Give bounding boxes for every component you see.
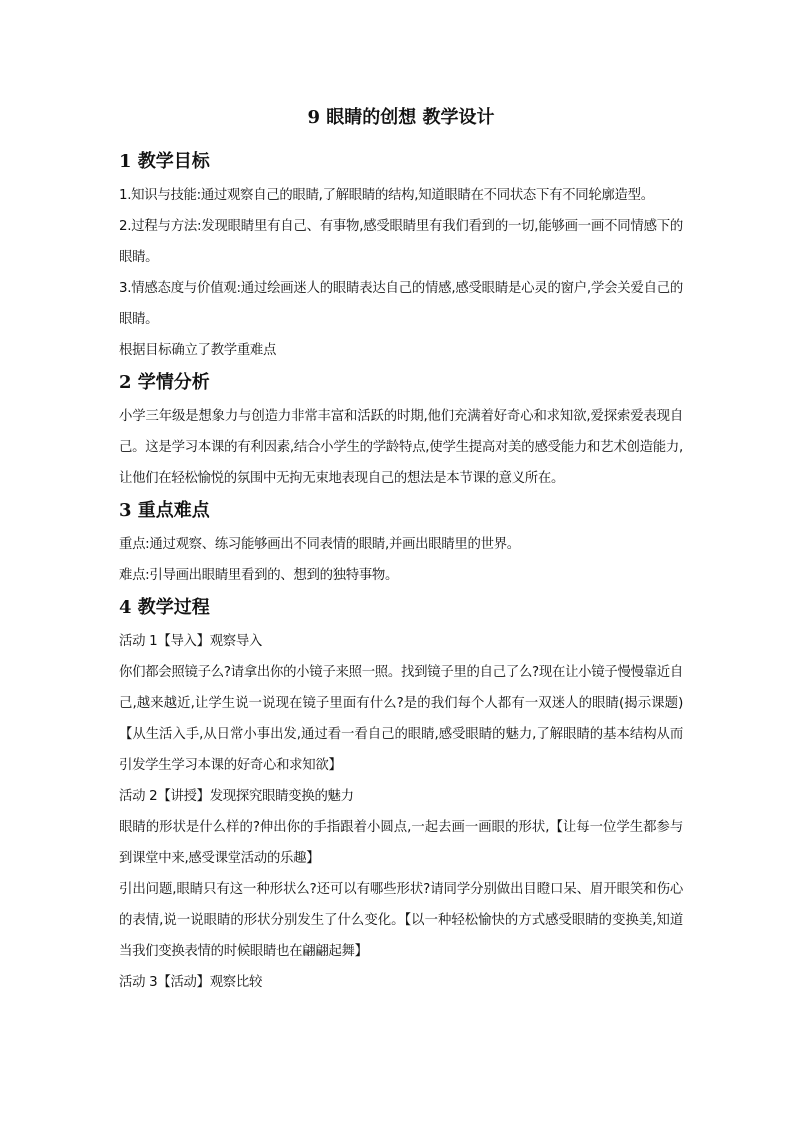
paragraph: 3.情感态度与价值观:通过绘画迷人的眼睛表达自己的情感,感受眼睛是心灵的窗户,学会关爱自己的眼睛。 — [119, 281, 683, 327]
section-heading: 2 学情分析 — [119, 372, 210, 393]
paragraph: 引出问题,眼睛只有这一种形状么?还可以有哪些形状?请同学分别做出目瞪口呆、眉开眼笑和伤心的表情,说一说眼睛的形状分别发生了什么变化。【以一种轻松愉快的方式感受眼睛的变换美,知道当我们变换表情的时候眼睛也在翩翩起舞】 — [119, 882, 683, 959]
section-heading: 3 重点难点 — [119, 500, 210, 521]
section-key-points — [119, 496, 683, 591]
paragraph: 根据目标确立了教学重难点 — [119, 343, 277, 358]
activity-heading: 活动 2【讲授】发现探究眼睛变换的魅力 — [119, 789, 354, 804]
section-teaching-goals — [119, 147, 683, 366]
section-student-analysis — [119, 368, 683, 494]
document-body — [119, 104, 683, 998]
section-heading: 1 教学目标 — [119, 151, 210, 172]
paragraph: 1.知识与技能:通过观察自己的眼睛,了解眼睛的结构,知道眼睛在不同状态下有不同轮廓造型。 — [119, 188, 654, 203]
section-heading: 4 教学过程 — [119, 597, 210, 618]
paragraph: 2.过程与方法:发现眼睛里有自己、有事物,感受眼睛里有我们看到的一切,能够画一画不同情感下的眼睛。 — [119, 219, 683, 265]
paragraph: 小学三年级是想象力与创造力非常丰富和活跃的时期,他们充满着好奇心和求知欲,爱探索爱表现自己。这是学习本课的有利因素,结合小学生的学龄特点,使学生提高对美的感受能力和艺术创造能力,让他们在轻松愉悦的氛围中无拘无束地表现自己的想法是本节课的意义所在。 — [119, 409, 683, 486]
section-teaching-process — [119, 593, 683, 998]
paragraph: 难点:引导画出眼睛里看到的、想到的独特事物。 — [119, 568, 399, 583]
paragraph: 你们都会照镜子么?请拿出你的小镜子来照一照。找到镜子里的自己了么?现在让小镜子慢慢靠近自己,越来越近,让学生说一说现在镜子里面有什么?是的我们每个人都有一双迷人的眼睛(揭示课题)【从生活入手,从日常小事出发,通过看一看自己的眼睛,感受眼睛的魅力,了解眼睛的基本结构从而引发学生学习本课的好奇心和求知欲】 — [119, 665, 683, 773]
document-title: 9 眼睛的创想 教学设计 — [307, 107, 495, 128]
activity-heading: 活动 1【导入】观察导入 — [119, 634, 263, 649]
paragraph: 重点:通过观察、练习能够画出不同表情的眼睛,并画出眼睛里的世界。 — [119, 537, 520, 552]
activity-heading: 活动 3【活动】观察比较 — [119, 975, 263, 990]
paragraph: 眼睛的形状是什么样的?伸出你的手指跟着小圆点,一起去画一画眼的形状,【让每一位学生都参与到课堂中来,感受课堂活动的乐趣】 — [119, 820, 683, 866]
